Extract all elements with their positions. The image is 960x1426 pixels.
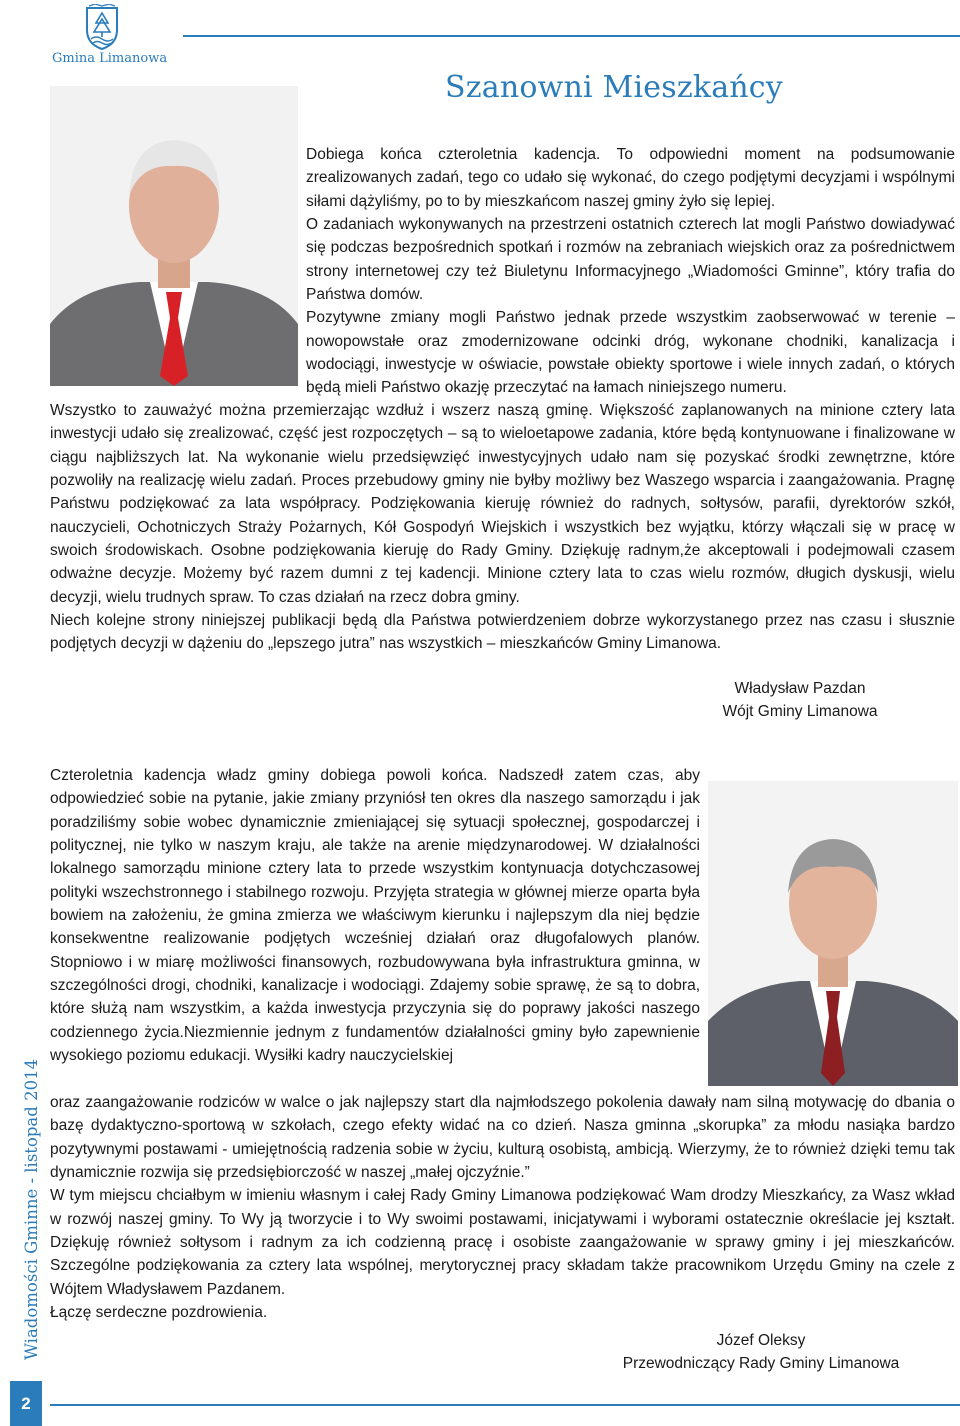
footer-rule — [50, 1404, 960, 1406]
letter2-continuation — [50, 1091, 955, 1324]
paragraph: W tym miejscu chciałbym w imieniu własnym i całej Rady Gminy Limanowa podziękować Wam drodzy Mieszkańcy, za Wasz wkład w rozwój naszej gminy. To Wy ją tworzycie i to Wy swoimi postawami, inicjatywami i wyborami ostatecznie określacie jej kształt. Dziękuję również sołtysom i radnym za ich codzienną pracę i osobiste zaangażowanie w sprawy gminy i jej mieszkańców. Szczególne podziękowania za cztery lata wspólnej, merytorycznej pracy składam także pracownikom Urzędu Gminy na czele z Wójtem Władysławem Pazdanem. — [50, 1187, 955, 1298]
paragraph: O zadaniach wykonywanych na przestrzeni ostatnich czterech lat mogli Państwo dowiadywać się podczas bezpośrednich spotkań i rozmów na zebraniach wiejskich oraz za pośrednictwem strony internetowej czy też Biuletynu Informacyjnego „Wiadomości Gminne”, który trafia do Państwa domów. — [306, 216, 955, 304]
coat-of-arms-icon — [85, 4, 119, 50]
paragraph: Niech kolejne strony niniejszej publikacji będą dla Państwa potwierdzeniem dobrze wykorzystanego przez nas czasu i słusznie podjętych decyzji w dążeniu do „lepszego jutra” nas wszystkich – mieszkańców Gminy Limanowa. — [50, 612, 955, 653]
paragraph: Łączę serdeczne pozdrowienia. — [50, 1304, 268, 1322]
page-number: 2 — [10, 1381, 42, 1426]
signature-name: Władysław Pazdan — [734, 680, 866, 697]
page-title: Szanowni Mieszkańcy — [445, 70, 783, 105]
header-rule — [183, 35, 960, 37]
signature-name: Józef Oleksy — [716, 1332, 806, 1349]
paragraph: oraz zaangażowanie rodziców w walce o jak najlepszy start dla najmłodszego pokolenia dawały nam silną motywację do dbania o bazę dydaktyczno-sportową w szkołach, czego efekty widać na co dzień. Nasza gminna „skorupka” za młodu nasiąka bardzo pozytywnymi postawami - umiejętnością radzenia sobie w życiu, kulturą osobistą, ambicją. Wierzymy, że to również dzięki temu tak dynamicznie rozwija się przedsiębiorczość w naszej „małej ojczyźnie.” — [50, 1094, 955, 1182]
signature-przewodniczacy — [605, 1329, 917, 1375]
paragraph: Pozytywne zmiany mogli Państwo jednak przede wszystkim zaobserwować w terenie – nowopowstałe oraz zmodernizowane odcinki dróg, wykonane chodniki, kanalizacja i wodociągi, inwestycje w oświacie, powstałe obiekty sportowe i wiele innych zadań, o których będą mieli Państwo okazję przeczytać na łamach niniejszego numeru. — [306, 309, 955, 397]
paragraph: Dobiega końca czteroletnia kadencja. To odpowiedni moment na podsumowanie zrealizowanych zadań, tego co udało się wykonać, do czego podjętymi decyzjami i wspólnymi siłami dążyliśmy, po to by mieszkańcom naszej gminy żyło się lepiej. — [306, 146, 955, 210]
letter2-body — [50, 764, 700, 1067]
paragraph: Czteroletnia kadencja władz gminy dobiega powoli końca. Nadszedł zatem czas, aby odpowiedzieć sobie na pytanie, jakie zmiany przyniósł ten okres dla naszego samorządu i jak poradziliśmy sobie wobec dynamicznie zmieniającej się sytuacji społecznej, gospodarczej i politycznej, nie tylko w naszym kraju, ale także na arenie międzynarodowej. W działalności lokalnego samorządu minione cztery lata to przede wszystkim kontynuacja dotychczasowej polityki wszechstronnego i stabilnego rozwoju. Przyjęta strategia w głównej mierze oparta była bowiem na założeniu, że gmina zmierza we właściwym kierunku i najlepszym dla niej będzie konsekwentne realizowanie podjętych wcześniej działań oraz długofalowych planów. Stopniowo i w miarę możliwości finansowych, rozbudowywana była infrastruktura gminna, w szczególności drogi, chodniki, kanalizacje i wodociągi. Zdajemy sobie sprawę, że są to dobra, które służą nam wszystkim, a każda inwestycja przyczynia się do poprawy jakości naszego codziennego życia.Niezmiennie jednym z fundamentów działalności gminy było zapewnienie wysokiego poziomu edukacji. Wysiłki kadry nauczycielskiej — [50, 767, 700, 1065]
portrait-photo-wojt — [50, 86, 298, 386]
gmina-logo — [50, 4, 175, 68]
brand-name: Gmina Limanowa — [52, 51, 168, 66]
letter1-body — [306, 143, 955, 400]
signature-role: Przewodniczący Rady Gminy Limanowa — [622, 1355, 900, 1372]
publication-name: Wiadomości Gminne - listopad 2014 — [22, 1058, 41, 1360]
letter1-continuation — [50, 399, 955, 656]
signature-wojt — [700, 677, 900, 723]
paragraph: Wszystko to zauważyć można przemierzając wzdłuż i wszerz naszą gminę. Większość zaplanowanych na minione cztery lata inwestycji udało się zrealizować, część jest rozpoczętych – są to wieloetapowe zadania, które będą kontynuowane i finalizowane w ciągu najbliższych lat. Na wykonanie wielu przedsięwzięć inwestycyjnych udało nam się pozyskać środki zewnętrzne, które pozwoliły na realizację wielu zadań. Proces przebudowy gminy nie byłby możliwy bez Waszego wsparcia i zaangażowania. Pragnę Państwu podziękować za lata współpracy. Podziękowania kieruję również do radnych, sołtysów, parafii, dyrektorów szkół, nauczycieli, Ochotniczych Straży Pożarnych, Kół Gospodyń Wiejskich i wszystkich bez wyjątku, którzy włączali się w pracę w swoich środowiskach. Osobne podziękowania kieruję do Rady Gminy. Dziękuję radnym,że akceptowali i podejmowali czasem odważne decyzje. Możemy być razem dumni z tej kadencji. Minione cztery lata to czas wielu rozmów, długich dyskusji, wielu decyzji, wielu trudnych spraw. To czas działań na rzecz dobra gminy. — [50, 402, 955, 606]
portrait-photo-przewodniczacy — [708, 781, 958, 1086]
signature-role: Wójt Gminy Limanowa — [722, 703, 878, 720]
